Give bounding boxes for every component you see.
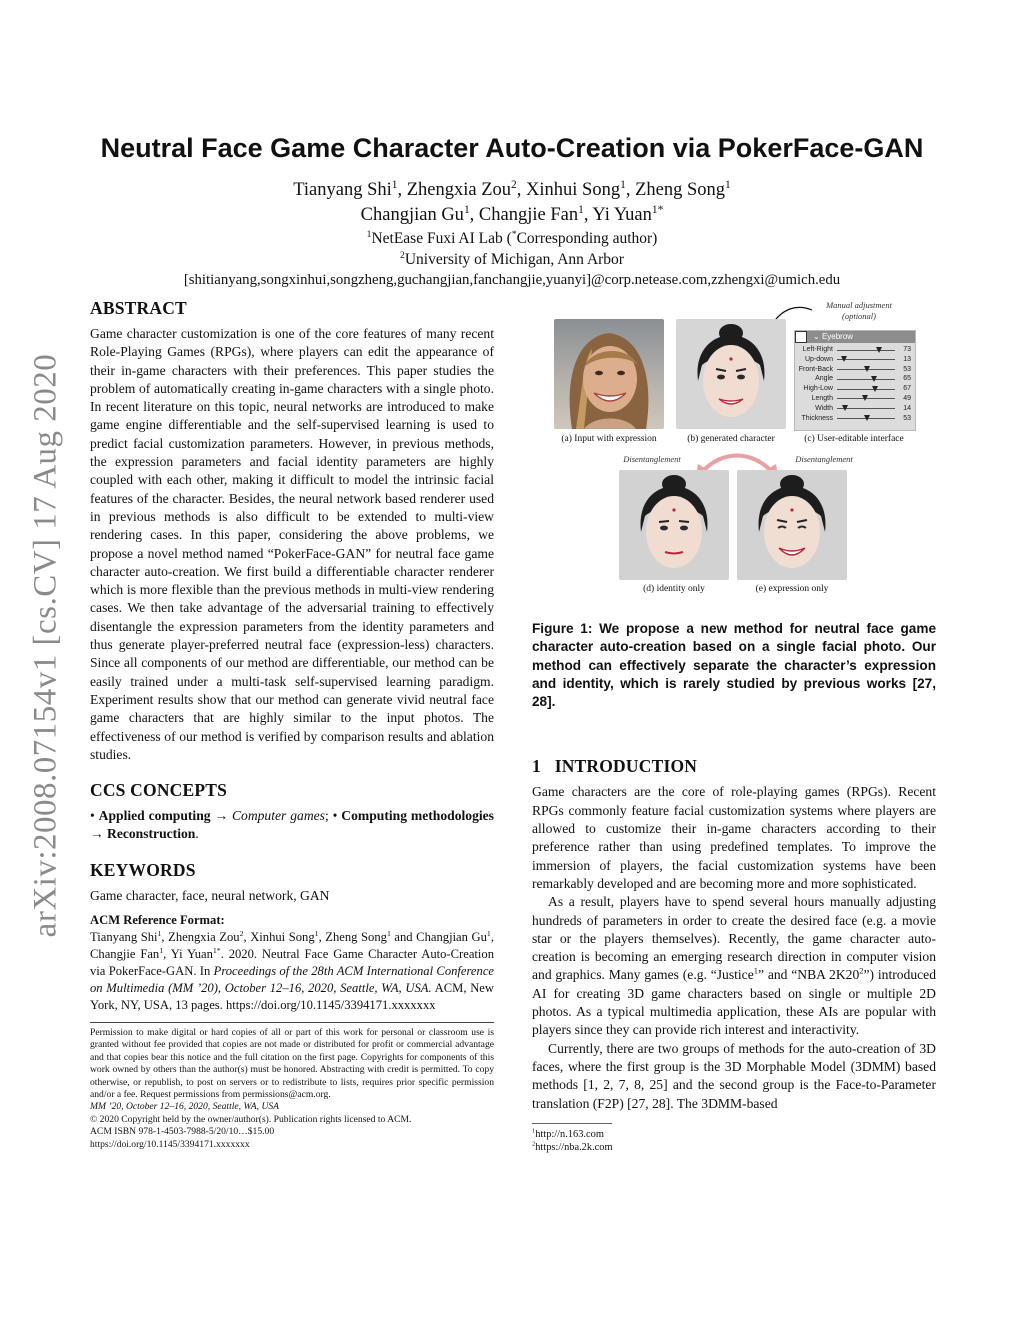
slider-value: 67 (903, 385, 911, 393)
slider-handle[interactable] (842, 405, 848, 411)
disentanglement-left-label: Disentanglement (623, 454, 681, 464)
slider-list (795, 343, 915, 423)
left-column (90, 298, 494, 1151)
author-name: Xinhui Song (526, 180, 621, 200)
slider-value: 14 (903, 404, 911, 412)
slider-track[interactable] (837, 350, 895, 351)
keywords-heading: KEYWORDS (90, 859, 196, 880)
caption-a: (a) Input with expression (561, 434, 657, 444)
introduction-heading: 1 INTRODUCTION (532, 756, 698, 777)
slider-value: 65 (903, 375, 911, 383)
slider-row[interactable] (795, 384, 915, 394)
slider-label: Length (811, 394, 833, 402)
slider-value: 73 (903, 346, 911, 353)
slider-row[interactable] (795, 414, 915, 424)
smiling-face-illustration (554, 319, 664, 429)
smiling-character-illustration (737, 470, 847, 580)
slider-label: Front-Back (798, 365, 833, 373)
permission-rule (90, 1022, 494, 1023)
isbn-line: ACM ISBN 978-1-4503-7988-5/20/10…$15.00 (90, 1126, 275, 1138)
slider-label: Up-down (804, 355, 833, 363)
author-name: Changjian Gu (360, 205, 464, 225)
expression-only-image (737, 470, 847, 580)
slider-handle[interactable] (876, 347, 882, 353)
author-name: Tianyang Shi (293, 180, 392, 200)
generated-character-image (676, 319, 786, 429)
chevron-down-icon: ⌄ (813, 332, 820, 341)
slider-label: High-Low (803, 385, 833, 393)
input-photo (554, 319, 664, 429)
panel-header (795, 331, 915, 343)
affiliation-2: $^2$University of Michigan, Ann Arbor (400, 249, 624, 268)
slider-row[interactable] (795, 394, 915, 404)
keywords-text: Game character, face, neural network, GAN (90, 887, 330, 903)
arxiv-id: arXiv:2008.07154v1 [cs.CV] 17 Aug 2020 (27, 353, 64, 937)
slider-handle[interactable] (841, 356, 847, 362)
slider-value: 49 (903, 394, 911, 402)
footnote-2: $^2$https://nba.2k.com (532, 1140, 613, 1154)
author-name: Zheng Song (635, 180, 726, 200)
figure-1 (532, 300, 936, 600)
footnote-1: $^1$http://n.163.com (532, 1127, 604, 1140)
arxiv-stamp (26, 345, 66, 945)
edit-icon (795, 331, 807, 343)
manual-adjustment-label: Manual adjustment (826, 300, 892, 310)
slider-row[interactable] (795, 404, 915, 414)
doi-line: https://doi.org/10.1145/3394171.xxxxxxx (90, 1138, 250, 1150)
ccs-concepts: • Applied computing → Computer games; • Computing methodologies → Reconstruction. (90, 808, 494, 842)
slider-track[interactable] (837, 379, 895, 380)
affiliation-1: $^1$NetEase Fuxi AI Lab (*Corresponding author) (366, 228, 658, 247)
intro-paragraph-3: Currently, there are two groups of methods for the auto-creation of 3D faces, where the first group is the 3D Morphable Model (3DMM) based methods [1, 2, 7, 8, 25] and the second group is the Face-to-Parameter translation (F2P) [27, 28]. The 3DMM-based (532, 1040, 936, 1111)
acm-reference-heading: ACM Reference Format: (90, 913, 225, 928)
paper-title: Neutral Face Game Character Auto-Creation via PokerFace-GAN (100, 133, 924, 163)
figure-1-caption: Figure 1: We propose a new method for neutral face game character auto-creation based on a single facial photo. Our method can effectively separate the character’s expression and identity, which is rarely studied by previous works [27, 28]. (532, 621, 936, 710)
slider-row[interactable] (795, 365, 915, 375)
slider-label: Angle (815, 375, 833, 383)
slider-label: Left-Right (802, 346, 833, 353)
footnote-rule (532, 1123, 612, 1124)
intro-paragraph-1: Game characters are the core of role-playing games (RPGs). Recent RPGs commonly feature facial customization systems where players are allowed to customize their in-game characters according to their preference rather than using predefined templates. To improve the immersion of players, the facial customization systems have been remarkably developed and are becoming more and more sophisticated. (532, 784, 936, 891)
ccs-heading: CCS CONCEPTS (90, 780, 228, 801)
abstract-text: Game character customization is one of the core features of many recent Role-Playing Games (RPGs), where players can edit the appearance of their in-game characters with their preferences. This paper studies the problem of automatically creating in-game characters with a single photo. In recent literature on this topic, neural networks are introduced to make game engine differentiable and the self-supervised learning is used to predict facial customization parameters. However, in previous methods, the expression parameters and facial identity parameters are highly coupled with each other, making it difficult to model the intrinsic facial features of the character. Besides, the neural network based renderer used in previous methods is also difficult to be extended to multi-view rendering cases. In this paper, considering the above problems, we propose a novel method named “PokerFace-GAN” for neutral face game character auto-creation. We first build a differentiable character renderer which is more flexible than the previous methods in multi-view rendering cases. We then take advantage of the adversarial training to effectively disentangle the expression parameters from the identity parameters and thus generate player-preferred neutral face (expression-less) characters. Since all components of our method are differentiable, our method can be easily trained under a multi-task self-supervised learning paradigm. Experiment results show that our method can generate vivid neutral face game characters that are highly similar to the input photos. The effectiveness of our method is verified by comparison results and ablation studies. (90, 326, 494, 762)
slider-handle[interactable] (864, 366, 870, 372)
caption-b: (b) generated character (687, 434, 775, 444)
slider-track[interactable] (837, 389, 895, 390)
slider-value: 53 (903, 365, 911, 373)
acm-reference-format: ACM Reference Format: Tianyang Shi$^1$, Zhengxia Zou$^2$, Xinhui Song$^1$, Zheng Song$^1$ and Changjian Gu$^1$, Changjie Fan$^1$, Yi Yuan$^{1*}$. 2020. Neutral Face Game Character Auto-Creation via PokerFace-GAN. In Proceedings of the 28th ACM International Conference on Multimedia (MM ’20), October 12–16, 2020, Seattle, WA, USA. ACM, New York, NY, USA, 13 pages. https://doi.org/10.1145/3394171.xxxxxxx (90, 913, 494, 1013)
conference-line: MM ’20, October 12–16, 2020, Seattle, WA, USA (90, 1101, 280, 1113)
slider-handle[interactable] (872, 386, 878, 392)
user-editable-interface (794, 330, 916, 431)
identity-only-image (619, 470, 729, 580)
author-line-2: Changjian Gu$^1$, Changjie Fan$^1$, Yi Yuan$^{1*}$ (360, 203, 664, 225)
optional-label: (optional) (842, 311, 876, 321)
slider-row[interactable] (795, 355, 915, 365)
author-name: Zhengxia Zou (406, 180, 512, 200)
author-name: Changjie Fan (478, 205, 579, 225)
author-line-1: Tianyang Shi$^1$, Zhengxia Zou$^2$, Xinhui Song$^1$, Zheng Song$^1$ (293, 178, 731, 200)
slider-row[interactable] (795, 374, 915, 384)
slider-handle[interactable] (862, 395, 868, 401)
author-emails: [shitianyang,songxinhui,songzheng,guchangjian,fanchangjie,yuanyi]@corp.netease.com,zzhengxi@umich.edu (183, 272, 841, 288)
slider-row[interactable] (795, 345, 915, 355)
slider-value: 53 (903, 414, 911, 422)
panel-title: Eyebrow (821, 332, 854, 341)
caption-d: (d) identity only (643, 584, 705, 594)
slider-value: 13 (903, 355, 911, 363)
slider-label: Width (815, 404, 833, 412)
author-name: Yi Yuan (592, 205, 652, 225)
slider-handle[interactable] (871, 376, 877, 382)
right-column (532, 300, 936, 1155)
copyright-line: © 2020 Copyright held by the owner/author(s). Publication rights licensed to ACM. (90, 1113, 412, 1125)
caption-c: (c) User-editable interface (804, 434, 904, 444)
author-block (60, 178, 964, 291)
disentanglement-right-label: Disentanglement (795, 454, 853, 464)
permission-statement: Permission to make digital or hard copies of all or part of this work for personal or classroom use is granted without fee provided that copies are not made or distributed for profit or commercial advantage and that copies bear this notice and the full citation on the first page. Copyrights for components of this work owned by others than the author(s) must be honored. Abstracting with credit is permitted. To copy otherwise, or republish, to post on servers or to redistribute to lists, requires prior specific permission and/or a fee. Request permissions from permissions@acm.org. (90, 1027, 494, 1101)
game-character-face-illustration (676, 319, 786, 429)
slider-label: Thickness (801, 414, 833, 422)
caption-e: (e) expression only (755, 584, 829, 594)
abstract-heading: ABSTRACT (90, 298, 187, 318)
neutral-face-illustration (619, 470, 729, 580)
intro-paragraph-2: As a result, players have to spend several hours manually adjusting hundreds of parameters in order to create the desired face (e.g. a movie star or the players themselves). Recently, the game character auto-creation is becoming an emerging research direction in computer vision and graphics. Many games (e.g. “Justice$^1$” and “NBA $2K20^2$”) introduced AI for creating 3D game characters based on single or multiple 2D photos. As a typical multimedia application, these AIs are popular with players since they can provide rich interest and interactivity. (532, 894, 937, 1038)
slider-handle[interactable] (864, 415, 870, 421)
